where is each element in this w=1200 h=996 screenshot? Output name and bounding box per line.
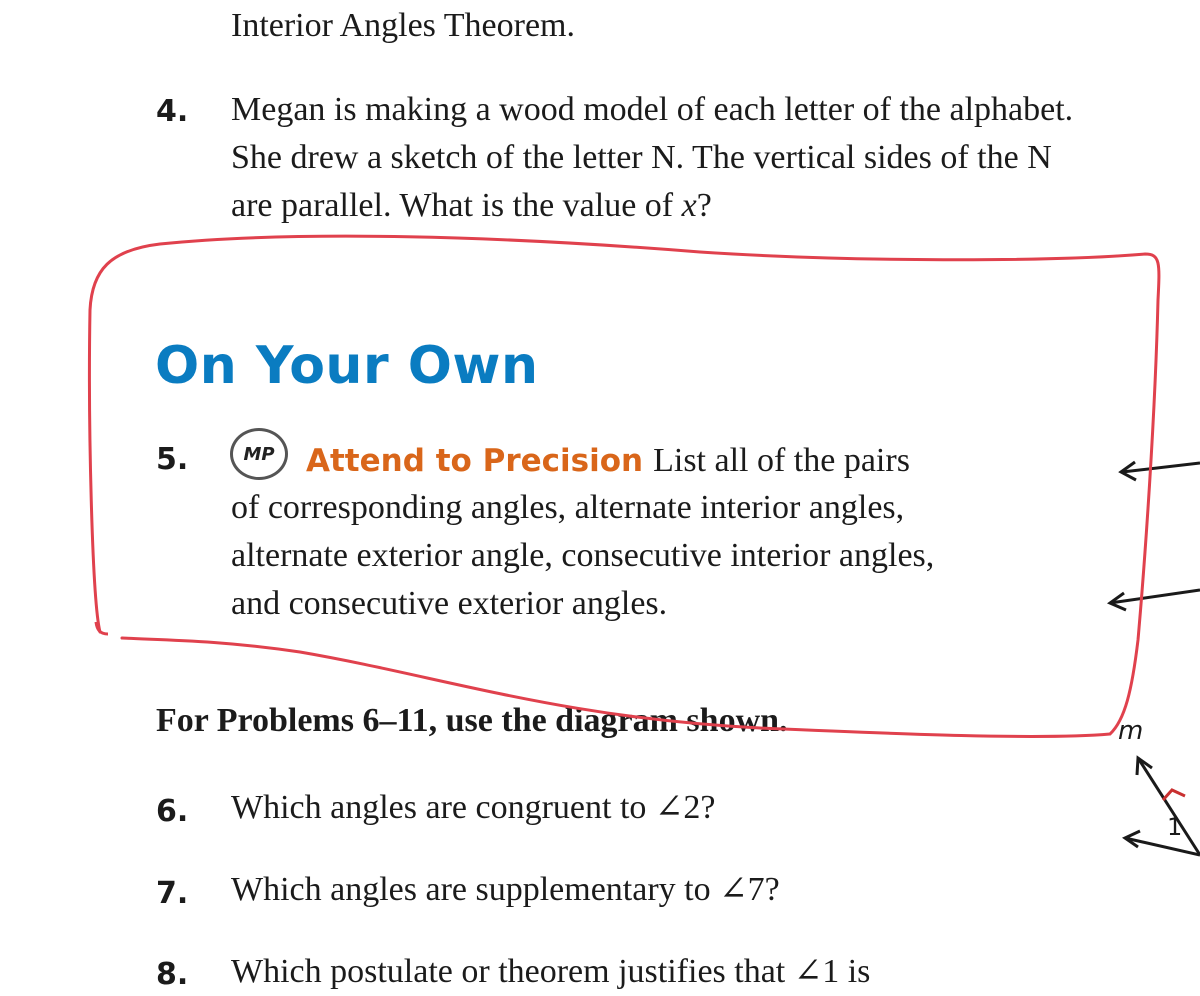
section-heading: On Your Own: [155, 336, 539, 396]
problem-7-number: 7.: [156, 876, 189, 911]
red-annotation-tail: [96, 622, 108, 634]
arrowhead-m: [1137, 758, 1152, 775]
angle-tick-mark: [1163, 790, 1185, 800]
line-arrow-3: [1125, 838, 1200, 855]
variable-x: x: [681, 187, 697, 224]
line-label-m: m: [1118, 716, 1144, 746]
line-arrow-1: [1122, 463, 1200, 472]
problem-5-line-3: alternate exterior angle, consecutive interior angles,: [231, 537, 935, 574]
arrowhead-2: [1110, 593, 1126, 610]
problem-4-line-3: are parallel. What is the value of x?: [231, 187, 712, 224]
problem-5-line-1: List all of the pairs: [653, 442, 910, 479]
problem-4-line-2: She drew a sketch of the letter N. The vertical sides of the N: [231, 139, 1052, 176]
problem-4-number: 4.: [156, 94, 189, 129]
mp-badge: [230, 428, 288, 480]
problem-6-text: Which angles are congruent to ∠2?: [231, 789, 716, 826]
problem-7-text: Which angles are supplementary to ∠7?: [231, 871, 780, 908]
problem-8-text: Which postulate or theorem justifies that ∠1 is: [231, 953, 871, 990]
practice-title: Attend to Precision: [306, 443, 644, 479]
line-arrow-2: [1110, 590, 1200, 603]
angle-label-1: 1: [1167, 813, 1183, 841]
arrowhead-1: [1121, 462, 1136, 480]
problem-4-text: [231, 86, 1191, 230]
previous-problem-fragment: Interior Angles Theorem.: [231, 7, 576, 44]
problem-5-first-line: [306, 437, 910, 485]
mp-badge-icon: MP: [230, 428, 288, 480]
problem-6-number: 6.: [156, 794, 189, 829]
arrowhead-3: [1125, 831, 1140, 847]
problem-4-line-1: Megan is making a wood model of each letter of the alphabet.: [231, 91, 1074, 128]
instruction-text: For Problems 6–11, use the diagram shown.: [156, 702, 788, 739]
problem-5-text: [231, 484, 1111, 628]
problem-5-line-2: of corresponding angles, alternate interior angles,: [231, 489, 905, 526]
problem-8-number: 8.: [156, 957, 189, 992]
problem-5-line-4: and consecutive exterior angles.: [231, 585, 668, 622]
problem-5-number: 5.: [156, 442, 189, 477]
diagram-fragment: [1110, 462, 1200, 855]
